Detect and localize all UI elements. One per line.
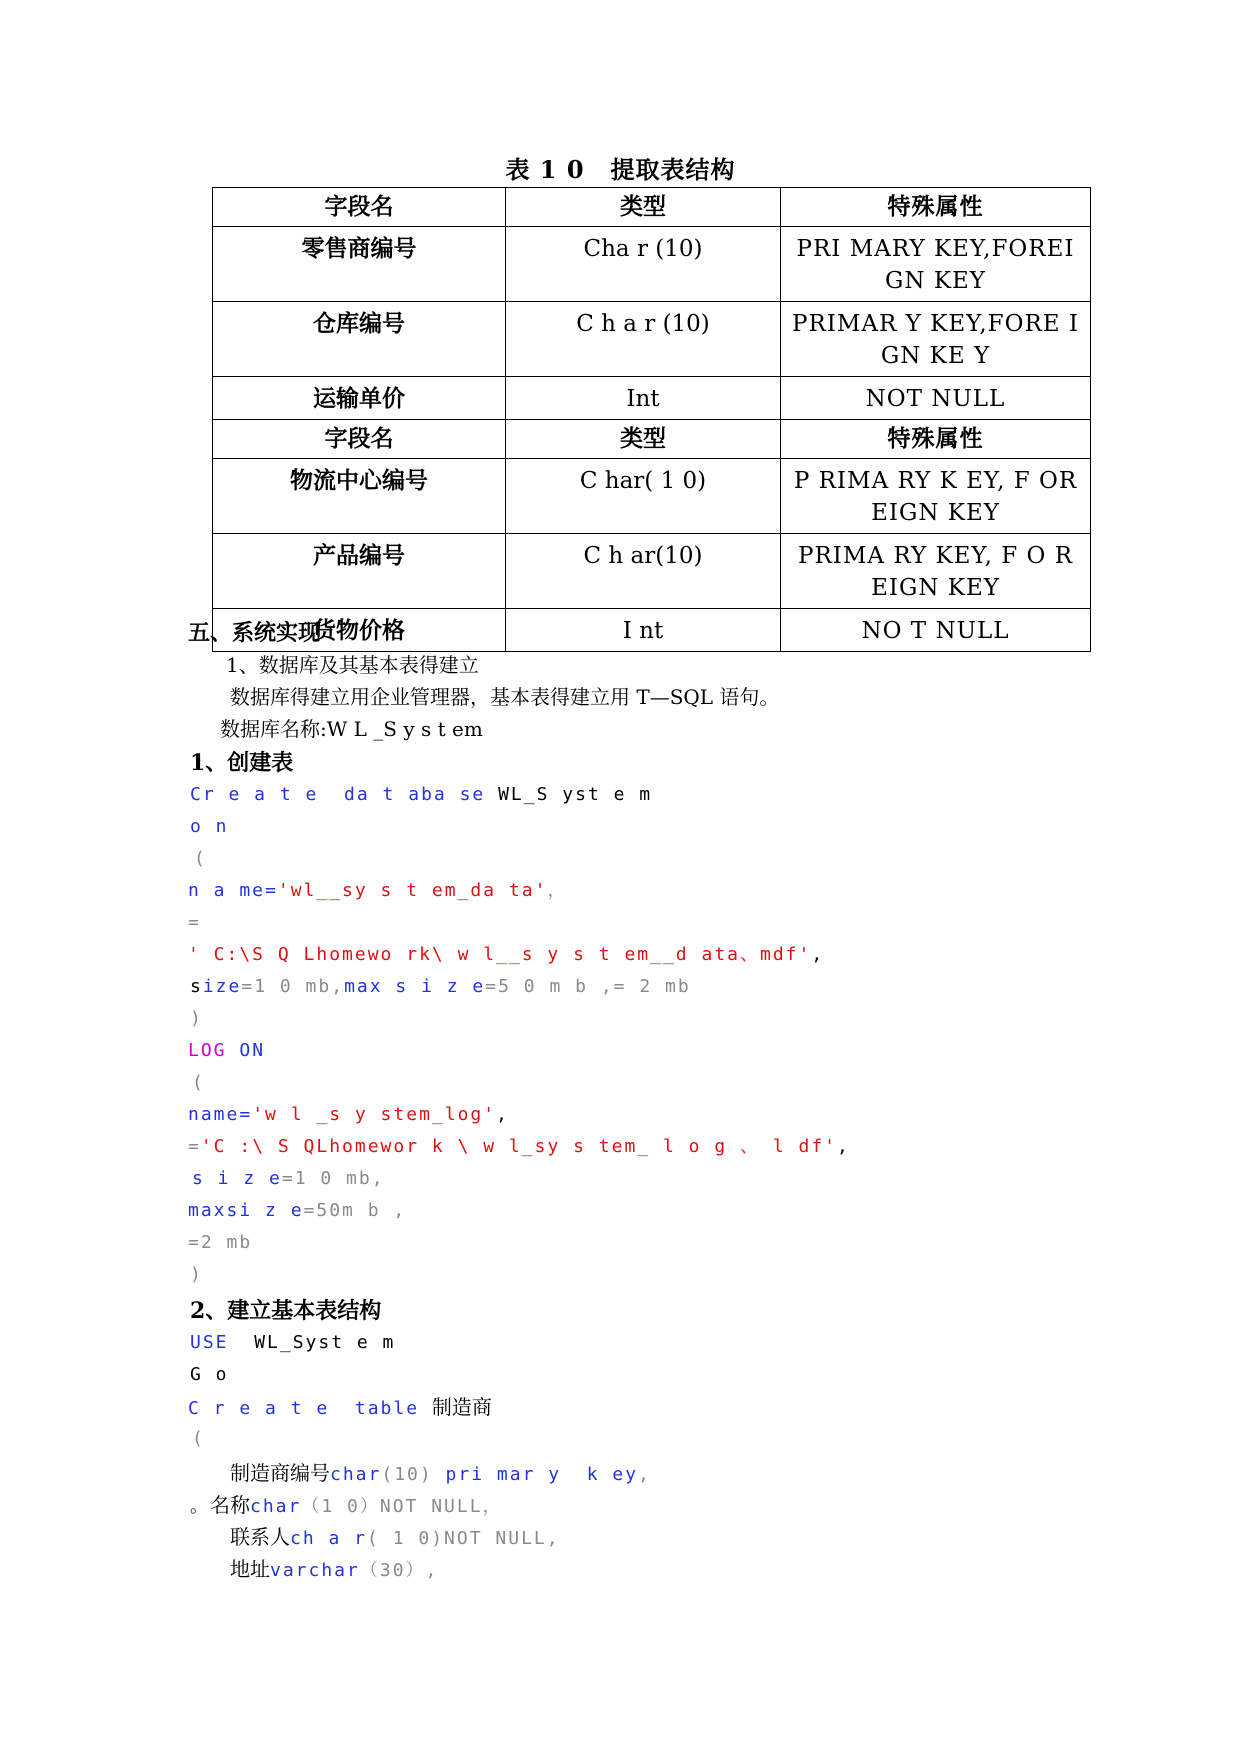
code-line: n a me='wl__sy s t em_da ta'， xyxy=(188,880,568,901)
code-line: ( xyxy=(192,1428,205,1449)
type-cell: Int xyxy=(506,377,781,420)
type-cell: Cha r (10) xyxy=(506,227,781,302)
table-row xyxy=(213,534,1091,609)
table-row xyxy=(213,459,1091,534)
code-line: o n xyxy=(190,816,229,837)
code-line: maxsi z e=50m b , xyxy=(188,1200,407,1221)
attribute-cell: 特殊属性 xyxy=(781,420,1091,459)
field-cell: 产品编号 xyxy=(213,534,506,609)
paragraph: 数据库得建立用企业管理器，基本表得建立用 T—SQL 语句。 xyxy=(230,685,780,709)
type-cell: I nt xyxy=(506,609,781,652)
code-line: LOG ON xyxy=(188,1040,266,1061)
type-cell: C har( 1 0) xyxy=(506,459,781,534)
structure-table xyxy=(212,187,1091,652)
table-caption xyxy=(0,150,1241,185)
attribute-cell: P RIMA RY K EY, F OREIGN KEY xyxy=(781,459,1091,534)
code-line: =2 mb xyxy=(188,1232,253,1253)
type-cell: C h ar(10) xyxy=(506,534,781,609)
table-title: 提取表结构 xyxy=(610,155,736,184)
attribute-cell: PRI MARY KEY,FOREIGN KEY xyxy=(781,227,1091,302)
table-number: 表 1 0 xyxy=(505,155,585,184)
type-cell: 类型 xyxy=(506,188,781,227)
field-cell: 仓库编号 xyxy=(213,302,506,377)
type-cell: C h a r (10) xyxy=(506,302,781,377)
field-cell: 物流中心编号 xyxy=(213,459,506,534)
attribute-cell: NOT NULL xyxy=(781,377,1091,420)
code-line: C r e a t e table 制造商 xyxy=(188,1395,492,1419)
table-row xyxy=(213,609,1091,652)
code-line: size=1 0 mb,max s i z e=5 0 m b ,= 2 mb xyxy=(190,976,691,997)
code-line: G o xyxy=(190,1364,229,1385)
code-line: USE WL_Syst e m xyxy=(190,1332,396,1353)
code-line: 联系人ch a r( 1 0)NOT NULL, xyxy=(230,1525,560,1549)
table-row xyxy=(213,302,1091,377)
code-line: Cr e a t e da t aba se WL_S yst e m xyxy=(190,784,653,805)
database-name-line: 数据库名称:W L _S y s t em xyxy=(220,717,483,741)
code-line: s i z e=1 0 mb, xyxy=(192,1168,385,1189)
code-line: ) xyxy=(190,1008,203,1029)
code-line: ='C :\ S QLhomewor k \ w l_sy s tem_ l o g 、 l df', xyxy=(188,1136,850,1157)
field-cell: 零售商编号 xyxy=(213,227,506,302)
table-row xyxy=(213,227,1091,302)
code-line: name='w l _s y stem_log', xyxy=(188,1104,509,1125)
section-heading: 五、系统实现 xyxy=(188,620,321,646)
type-cell: 类型 xyxy=(506,420,781,459)
field-cell: 运输单价 xyxy=(213,377,506,420)
code-line: ( xyxy=(192,1072,205,1093)
table-structure-heading: 2、建立基本表结构 xyxy=(190,1298,382,1324)
field-cell: 字段名 xyxy=(213,188,506,227)
code-line: ' C:\S Q Lhomewo rk\ w l__s y s t em__d ata、mdf', xyxy=(188,944,825,965)
attribute-cell: PRIMA RY KEY, F O REIGN KEY xyxy=(781,534,1091,609)
code-line: = xyxy=(188,912,201,933)
code-line: ) xyxy=(190,1264,203,1285)
table-row xyxy=(213,377,1091,420)
attribute-cell: PRIMAR Y KEY,FORE IGN KE Y xyxy=(781,302,1091,377)
attribute-cell: 特殊属性 xyxy=(781,188,1091,227)
table-header-row xyxy=(213,188,1091,227)
create-table-heading: 1、创建表 xyxy=(190,750,294,776)
code-line: 制造商编号char(10) pri mar y k ey, xyxy=(230,1461,651,1485)
field-cell: 货物价格 xyxy=(213,609,506,652)
subsection-heading: 1、数据库及其基本表得建立 xyxy=(226,653,479,677)
attribute-cell: NO T NULL xyxy=(781,609,1091,652)
table-header-row xyxy=(213,420,1091,459)
code-line: 。名称char（1 0）NOT NULL， xyxy=(190,1493,503,1517)
code-line: ( xyxy=(194,848,207,869)
code-line: 地址varchar（30）, xyxy=(230,1557,439,1581)
field-cell: 字段名 xyxy=(213,420,506,459)
